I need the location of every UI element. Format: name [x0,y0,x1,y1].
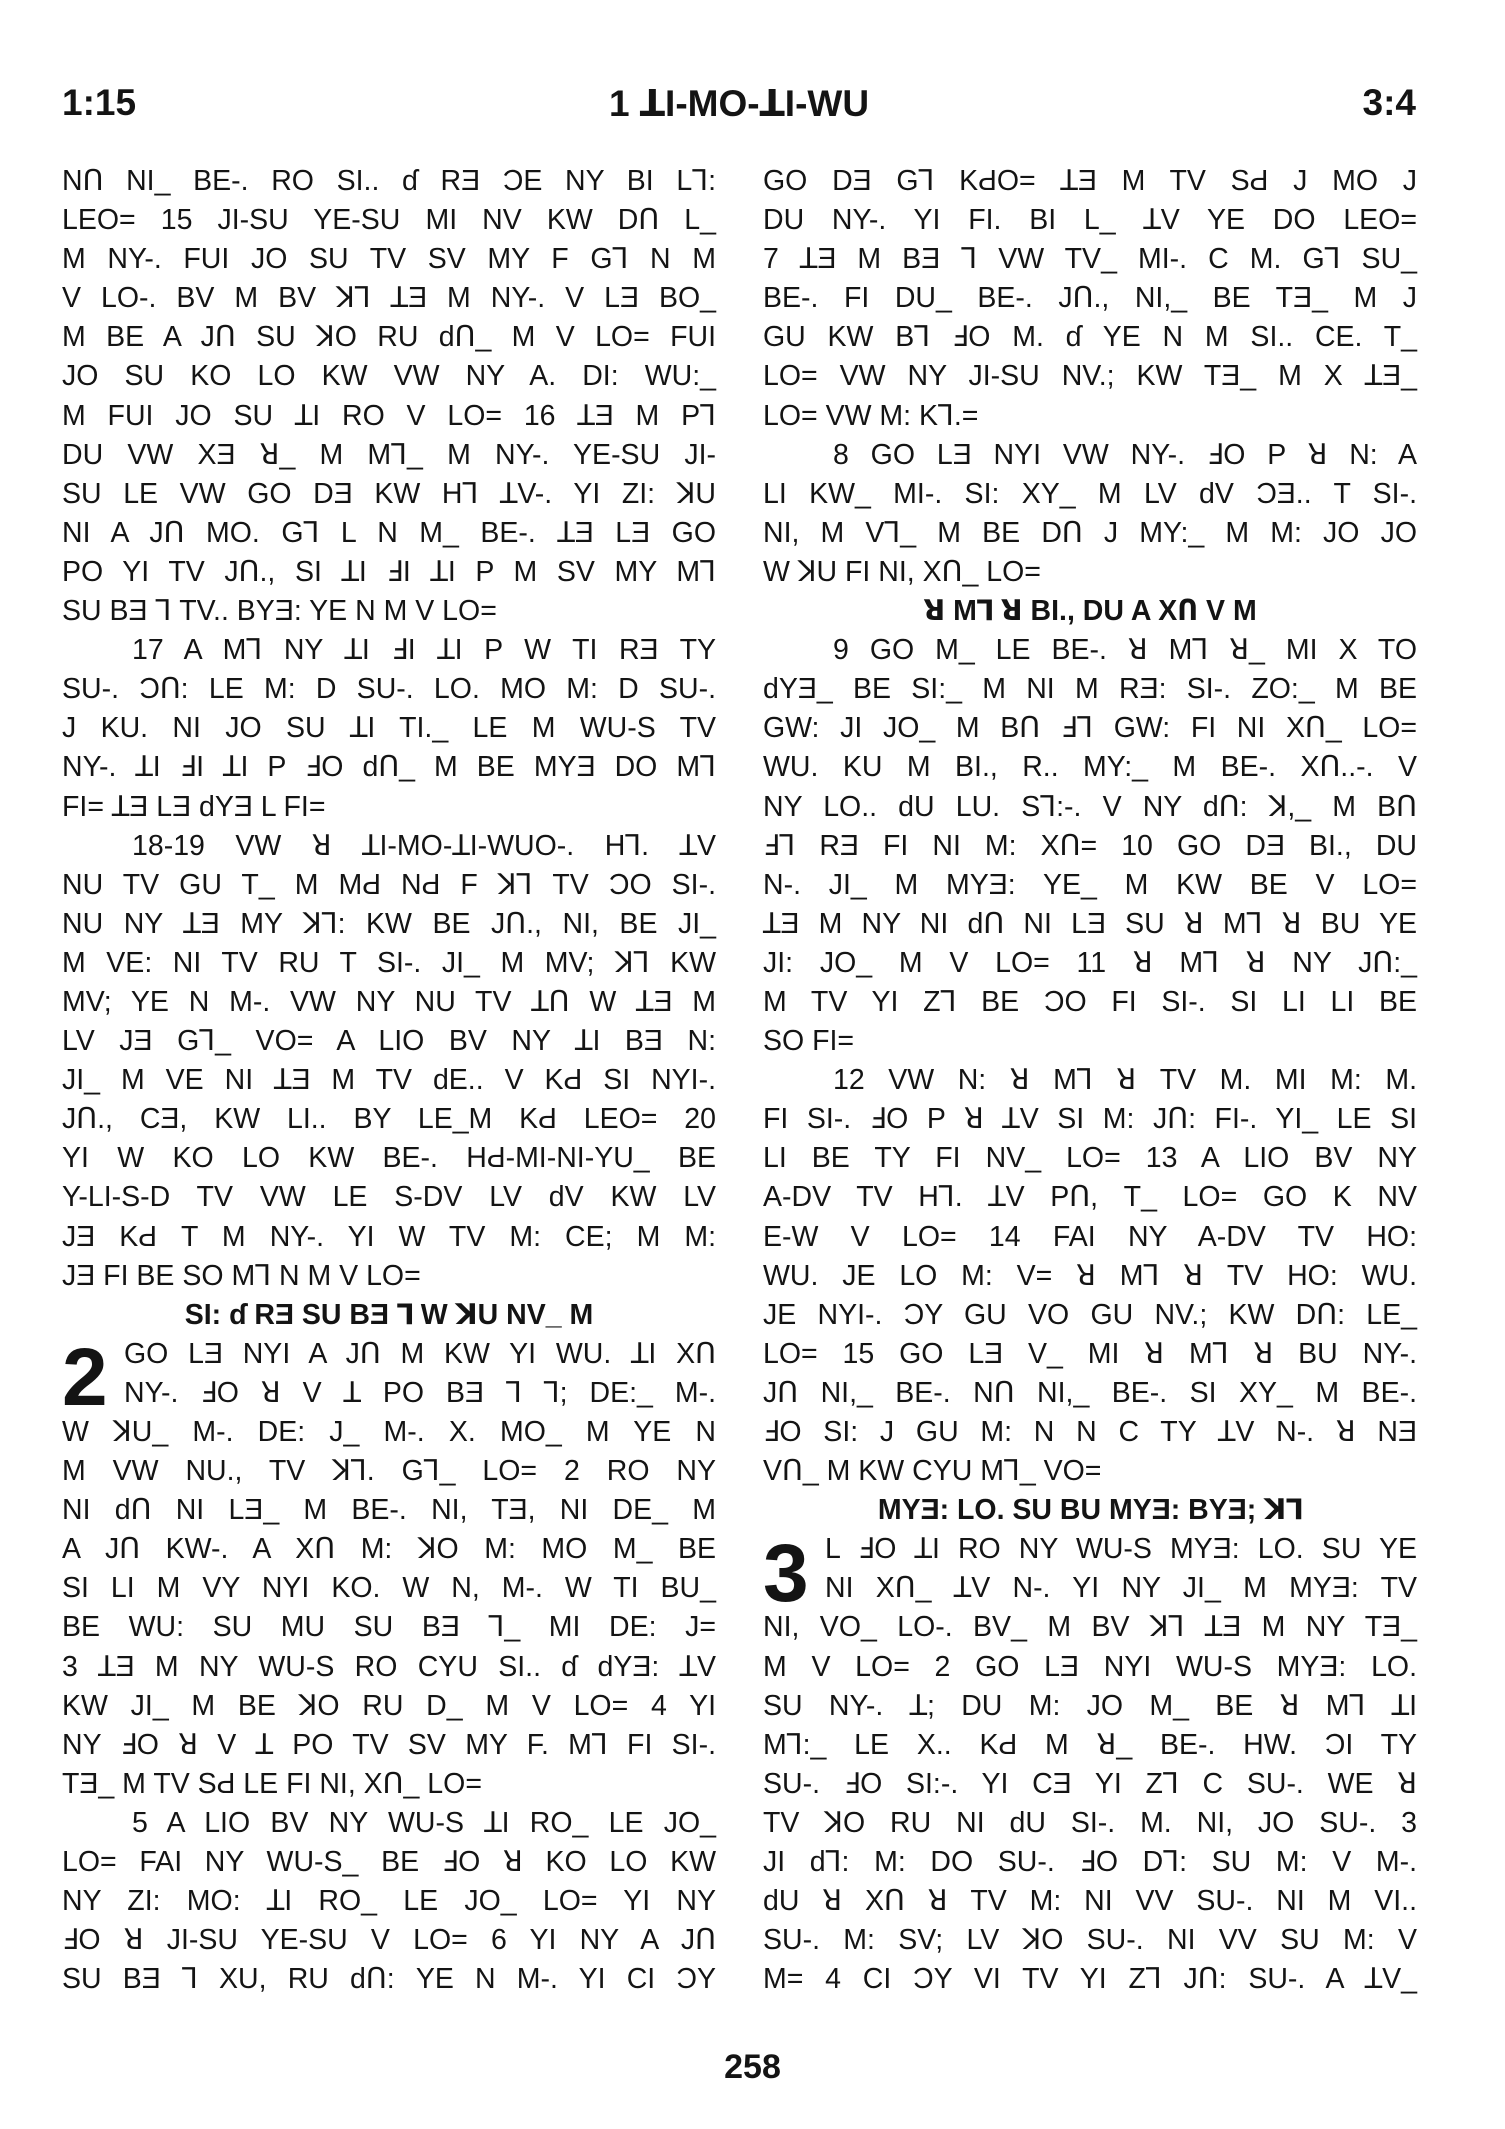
verse-line: ԁU ꓤ XՈ ꓤ TV M: NI VV SU-. NI M VI.. [763,1885,1417,1918]
section-heading: SI: ɗ RƎ SU BƎ ꓶ W ꓘU NV_ M [184,1298,594,1331]
header-chapter-verse-end: 3:4 [1362,82,1416,123]
verse-line: NY ZI: MO: ꓕI RO_ LE JO_ LO= YI NY [62,1885,716,1918]
verse-line: JƎ FI BE SO Mꓶ N M V LO= [62,1259,421,1292]
verse-line: NY-. ꓞO ꓤ V ꓕ PO BƎ ꓶ ꓶ; DE:_ M-. [124,1376,716,1409]
verse-line: NI, VO_ LO-. BV_ M BV ꓘꓶ ꓕƎ M NY TƎ_ [763,1611,1417,1644]
verse-line: ԁYƎ_ BE SI:_ M NI M RƎ: SI-. ZO:_ M BE [763,673,1417,706]
verse-line: YI W KO LO KW BE-. HԀ-MI-NI-YU_ BE [62,1142,716,1175]
verse-line: SU BƎ ꓶ XU, RU ԁՈ: YE N M-. YI CI ƆY [62,1963,716,1996]
verse-line: NՈ NI_ BE-. RO SI.. ɗ RƎ ƆE NY BI Lꓶ: [62,165,716,197]
verse-line: N-. JI_ M MYƎ: YE_ M KW BE V LO= [763,868,1417,901]
verse-line: PO YI TV JՈ., SI ꓕI ꓞI ꓕI P M SV MY Mꓶ [62,555,716,588]
verse-line: BE WU: SU MU SU BƎ ꓶ_ MI DE: J= [62,1611,716,1644]
verse-line: 17 A Mꓶ NY ꓕI ꓞI ꓕI P W TI RƎ TY [132,634,716,667]
verse-line: J KU. NI JO SU ꓕI TI._ LE M WU-S TV [62,712,716,745]
verse-line: VՈ_ M KW CYU Mꓶ_ VO= [763,1455,1102,1488]
verse-line: JI ԁꓶ: M: DO SU-. ꓞO Dꓶ: SU M: V M-. [763,1846,1417,1879]
verse-line: LV JƎ Gꓶ_ VO= A LIO BV NY ꓕI BƎ N: [62,1025,716,1058]
verse-line: MV; YE N M-. VW NY NU TV ꓕՈ W ꓕƎ M [62,985,716,1018]
verse-line: ꓕƎ M NY NI ԁՈ NI LƎ SU ꓤ Mꓶ ꓤ BU YE [763,907,1417,940]
verse-line: LO= VW M: Kꓶ.= [763,399,979,432]
verse-line: TƎ_ M TV SԀ LE FI NI, XՈ_ LO= [62,1767,482,1800]
verse-line: L ꓞO ꓕI RO NY WU-S MYƎ: LO. SU YE [825,1533,1417,1566]
verse-line: GW: JI JO_ M BՈ ꓞꓶ GW: FI NI XՈ_ LO= [763,712,1417,745]
verse-line: SI LI M VY NYI KO. W N, M-. W TI BU_ [62,1572,716,1605]
left-text-column [62,162,716,1999]
verse-line: NY LO.. ԁU LU. Sꓶ:-. V NY ԁՈ: ꓘ,_ M BՈ [763,790,1417,823]
verse-line: 12 VW N: ꓤ Mꓶ ꓤ TV M. MI M: M. [833,1064,1417,1097]
right-text-column [763,162,1417,1999]
verse-line: 3 ꓕƎ M NY WU-S RO CYU SI.. ɗ ԁYƎ: ꓕV [62,1650,716,1683]
verse-line: ꓞꓶ RƎ FI NI M: XՈ= 10 GO DƎ BI., DU [763,829,1417,862]
verse-line: A-DV TV Hꓶ. ꓕV PՈ, T_ LO= GO K NV [763,1181,1417,1214]
verse-line: M VW NU., TV ꓘꓶ. Gꓶ_ LO= 2 RO NY [62,1455,716,1488]
verse-line: 7 ꓕƎ M BƎ ꓶ VW TV_ MI-. C M. Gꓶ SU_ [763,243,1417,276]
verse-line: 5 A LIO BV NY WU-S ꓕI RO_ LE JO_ [132,1806,716,1839]
verse-line: BE-. FI DU_ BE-. JՈ., NI,_ BE TƎ_ M J [763,282,1417,315]
section-heading: ꓤ Mꓶ ꓤ BI., DU A XՈ V M [923,595,1257,628]
verse-line: M TV YI Zꓶ BE ƆO FI SI-. SI LI LI BE [763,985,1417,1018]
verse-line: 18-19 VW ꓤ ꓕI-MO-ꓕI-WUO-. Hꓶ. ꓕV [132,829,716,862]
verse-line: NI XՈ_ ꓕV N-. YI NY JI_ M MYƎ: TV [825,1572,1417,1605]
verse-line: LO= 15 GO LƎ V_ MI ꓤ Mꓶ ꓤ BU NY-. [763,1337,1417,1370]
verse-line: SU-. ꓞO SI:-. YI CƎ YI Zꓶ C SU-. WE ꓤ [763,1767,1417,1800]
verse-line: M VE: NI TV RU T SI-. JI_ M MV; ꓘꓶ KW [62,946,716,979]
verse-line: M BE A JՈ SU ꓘO RU ԁՈ_ M V LO= FUI [62,321,716,354]
verse-line: DU NY-. YI FI. BI L_ ꓕV YE DO LEO= [763,204,1417,237]
verse-line: WU. JE LO M: V= ꓤ Mꓶ ꓤ TV HO: WU. [763,1259,1417,1292]
verse-line: W ꓘU_ M-. DE: J_ M-. X. MO_ M YE N [62,1416,716,1448]
header-chapter-verse-start: 1:15 [62,82,137,123]
header-book-title: 1 ꓕI-MO-ꓕI-WU [608,83,870,124]
verse-line: NY ꓞO ꓤ V ꓕ PO TV SV MY F. Mꓶ FI SI-. [62,1728,716,1761]
verse-line: ꓞO ꓤ JI-SU YE-SU V LO= 6 YI NY A JՈ [62,1924,716,1957]
verse-line: SU LE VW GO DƎ KW Hꓶ ꓕV-. YI ZI: ꓘU [62,477,716,510]
verse-line: V LO-. BV M BV ꓘꓶ ꓕƎ M NY-. V LƎ BO_ [62,282,716,315]
verse-line: JO SU KO LO KW VW NY A. DI: WU:_ [62,360,716,393]
page-header [62,82,1416,126]
verse-line: SU BƎ ꓶ TV.. BYƎ: YE N M V LO= [62,595,497,628]
chapter-number-dropcap: 2 [62,1332,108,1423]
verse-line: JՈ NI,_ BE-. NՈ NI,_ BE-. SI XY_ M BE-. [763,1376,1417,1409]
verse-line: GU KW Bꓶ ꓞO M. ɗ YE N M SI.. CE. T_ [763,321,1417,354]
verse-line: JՈ., CƎ, KW LI.. BY LE_M KԀ LEO= 20 [62,1103,716,1136]
verse-line: NI, M Vꓶ_ M BE DՈ J MY:_ M M: JO JO [763,516,1417,549]
verse-line: JE NYI-. ƆY GU VO GU NV.; KW DՈ: LE_ [763,1298,1417,1331]
verse-line: SU-. ƆՈ: LE M: D SU-. LO. MO M: D SU-. [62,673,716,706]
verse-line: SU-. M: SV; LV ꓘO SU-. NI VV SU M: V [763,1924,1417,1957]
verse-line: DU VW XƎ ꓤ_ M Mꓶ_ M NY-. YE-SU JI- [62,438,716,471]
verse-line: E-W V LO= 14 FAI NY A-DV TV HO: [763,1220,1417,1253]
verse-line: LI BE TY FI NV_ LO= 13 A LIO BV NY [763,1142,1417,1175]
verse-line: NY-. ꓕI ꓞI ꓕI P ꓞO ԁՈ_ M BE MYƎ DO Mꓶ [62,751,716,784]
verse-line: M FUI JO SU ꓕI RO V LO= 16 ꓕƎ M Pꓶ [62,399,716,432]
verse-line: Mꓶ:_ LE X.. KԀ M ꓤ_ BE-. HW. ƆI TY [763,1728,1417,1761]
verse-line: JI: JO_ M V LO= 11 ꓤ Mꓶ ꓤ NY JՈ:_ [763,946,1417,979]
page-number: 258 [724,2048,781,2086]
verse-line: JI_ M VE NI ꓕƎ M TV ԁE.. V KԀ SI NYI-. [62,1064,716,1097]
chapter-number-dropcap: 3 [763,1527,809,1619]
verse-line: SO FI= [763,1025,855,1058]
verse-line: M NY-. FUI JO SU TV SV MY F Gꓶ N M [62,243,716,276]
verse-line: LI KW_ MI-. SI: XY_ M LV ԁV ƆƎ.. T SI-. [763,477,1417,510]
verse-line: LO= VW NY JI-SU NV.; KW TƎ_ M X ꓕƎ_ [763,360,1417,393]
verse-line: GO LƎ NYI A JՈ M KW YI WU. ꓕI XՈ [124,1337,716,1370]
verse-line: WU. KU M BI., R.. MY:_ M BE-. XՈ..-. V [763,751,1417,784]
section-heading: MYƎ: LO. SU BU MYƎ: BYƎ; ꓘꓶ [877,1494,1303,1527]
verse-line: NI ԁՈ NI LƎ_ M BE-. NI, TƎ, NI DE_ M [62,1494,716,1527]
verse-line: NI A JՈ MO. Gꓶ L N M_ BE-. ꓕƎ LƎ GO [62,516,716,549]
verse-line: GO DƎ Gꓶ KԀO= ꓕƎ M TV SԀ J MO J [763,165,1417,197]
verse-line: JƎ KԀ T M NY-. YI W TV M: CE; M M: [62,1220,716,1253]
verse-line: Y-LI-S-D TV VW LE S-DV LV ԁV KW LV [62,1181,716,1214]
verse-line: FI= ꓕƎ LƎ ԁYƎ L FI= [62,790,326,823]
verse-line: M V LO= 2 GO LƎ NYI WU-S MYƎ: LO. [763,1650,1417,1683]
verse-line: SU NY-. ꓕ; DU M: JO M_ BE ꓤ Mꓶ ꓕI [763,1689,1417,1722]
verse-line: FI SI-. ꓞO P ꓤ ꓕV SI M: JՈ: FI-. YI_ LE SI [763,1103,1417,1136]
verse-line: W ꓘU FI NI, XՈ_ LO= [763,555,1041,588]
verse-line: NU NY ꓕƎ MY ꓘꓶ: KW BE JՈ., NI, BE JI_ [62,907,716,940]
verse-line: M= 4 CI ƆY VI TV YI Zꓶ JՈ: SU-. A ꓕV_ [763,1963,1417,1996]
verse-line: KW JI_ M BE ꓘO RU D_ M V LO= 4 YI [62,1689,716,1722]
verse-line: ꓞO SI: J GU M: N N C TY ꓕV N-. ꓤ NƎ [763,1416,1417,1448]
verse-line: TV ꓘO RU NI ԁU SI-. M. NI, JO SU-. 3 [763,1806,1417,1839]
verse-line: LO= FAI NY WU-S_ BE ꓞO ꓤ KO LO KW [62,1846,716,1879]
verse-line: LEO= 15 JI-SU YE-SU MI NV KW DՈ L_ [62,204,716,237]
verse-line: 9 GO M_ LE BE-. ꓤ Mꓶ ꓤ_ MI X TO [833,634,1417,667]
verse-line: NU TV GU T_ M MԀ NԀ F ꓘꓶ TV ƆO SI-. [62,868,716,901]
verse-line: A JՈ KW-. A XՈ M: ꓘO M: MO M_ BE [62,1533,716,1566]
verse-line: 8 GO LƎ NYI VW NY-. ꓞO P ꓤ N: A [833,438,1417,471]
